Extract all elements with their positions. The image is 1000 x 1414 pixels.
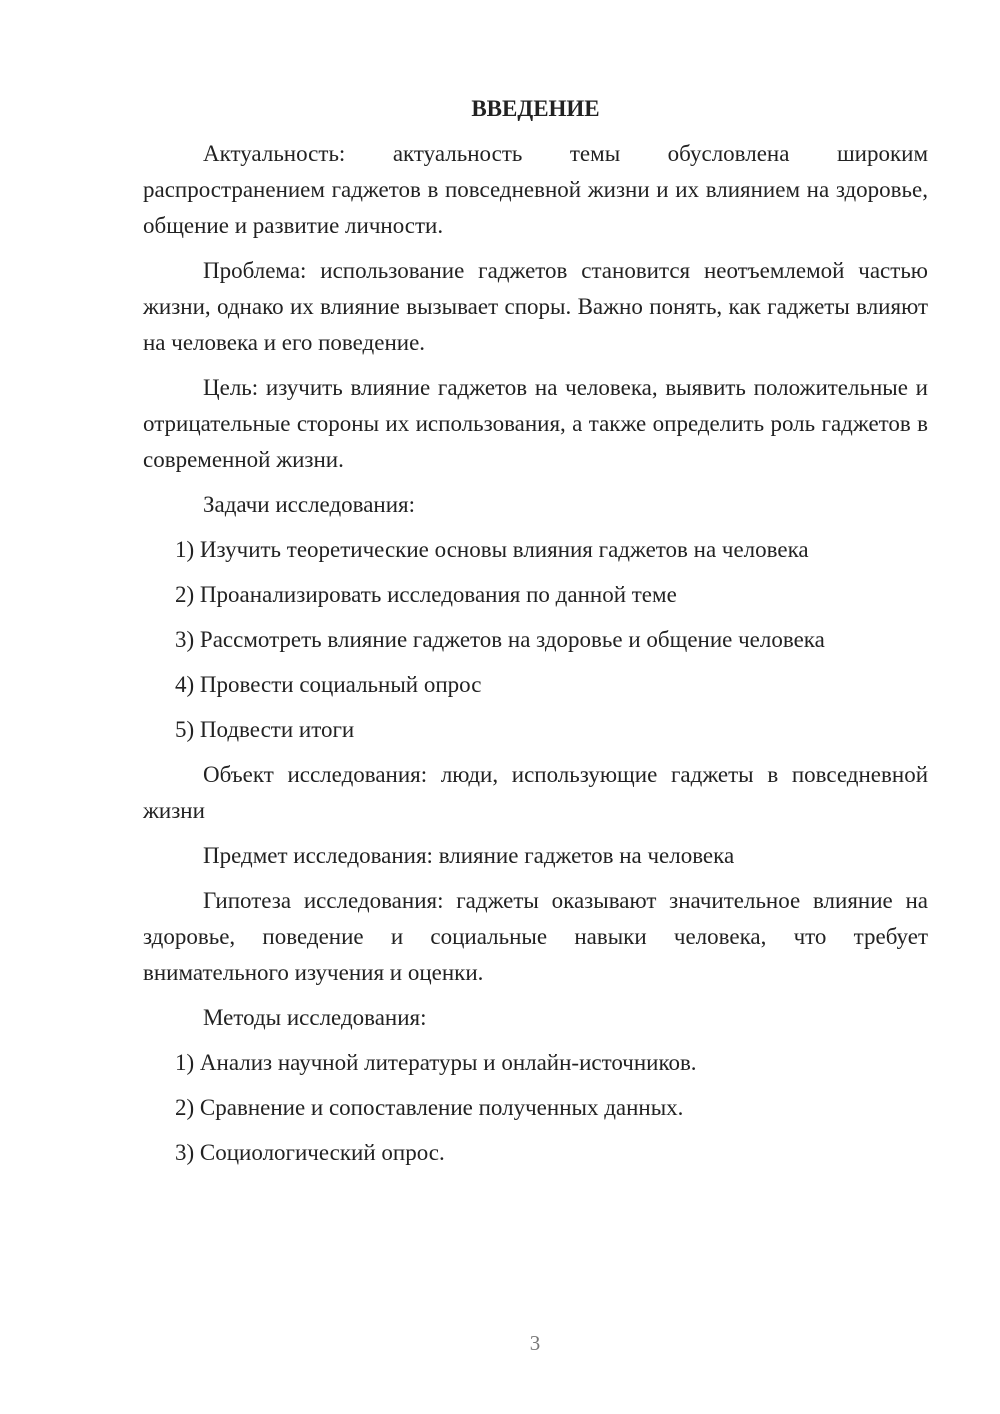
list-item: 3) Социологический опрос. — [175, 1140, 445, 1165]
list-item: 4) Провести социальный опрос — [175, 672, 482, 697]
object-paragraph: Объект исследования: люди, использующие гаджеты в повседневной жизни — [143, 762, 928, 823]
hypothesis-paragraph: Гипотеза исследования: гаджеты оказывают значительное влияние на здоровье, поведение и социальные навыки человека, что требует внимательного изучения и оценки. — [143, 888, 928, 985]
goal-paragraph: Цель: изучить влияние гаджетов на человека, выявить положительные и отрицательные стороны их использования, а также определить роль гаджетов в современной жизни. — [143, 375, 928, 472]
page-number: 3 — [529, 1331, 541, 1355]
list-item: 1) Изучить теоретические основы влияния гаджетов на человека — [175, 537, 809, 562]
methods-heading: Методы исследования: — [203, 1005, 427, 1030]
tasks-heading: Задачи исследования: — [203, 492, 416, 517]
relevance-paragraph: Актуальность: актуальность темы обусловлена широким распространением гаджетов в повседневной жизни и их влиянием на здоровье, общение и развитие личности. — [143, 141, 928, 238]
methods-list — [143, 1045, 928, 1171]
list-item: 3) Рассмотреть влияние гаджетов на здоровье и общение человека — [175, 627, 825, 652]
list-item: 5) Подвести итоги — [175, 717, 355, 742]
subject-paragraph: Предмет исследования: влияние гаджетов на человека — [203, 843, 735, 868]
list-item: 2) Проанализировать исследования по данной теме — [175, 582, 677, 607]
page-content — [143, 91, 928, 1180]
problem-paragraph: Проблема: использование гаджетов становится неотъемлемой частью жизни, однако их влияние вызывает споры. Важно понять, как гаджеты влияют на человека и его поведение. — [143, 258, 928, 355]
tasks-list — [143, 532, 928, 748]
list-item: 2) Сравнение и сопоставление полученных данных. — [175, 1095, 684, 1120]
list-item: 1) Анализ научной литературы и онлайн-источников. — [175, 1050, 697, 1075]
page-title: ВВЕДЕНИЕ — [471, 96, 600, 121]
